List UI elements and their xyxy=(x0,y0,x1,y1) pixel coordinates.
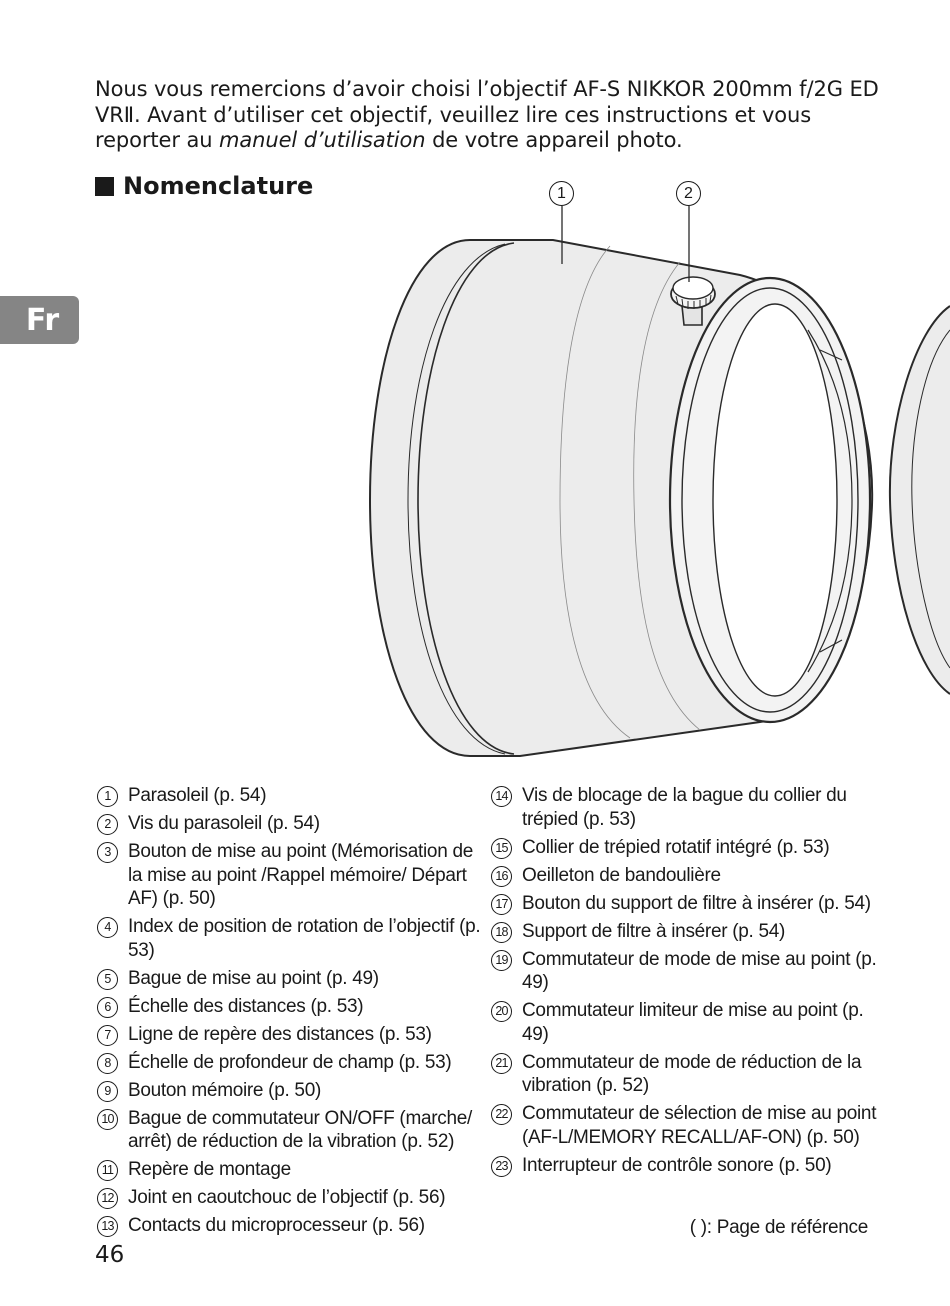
item-number: 16 xyxy=(491,866,512,887)
item-number: 3 xyxy=(97,842,118,863)
item-number: 23 xyxy=(491,1156,512,1177)
list-item xyxy=(97,995,482,1019)
intro-manual-title: manuel d’utilisation xyxy=(219,128,426,152)
item-number: 14 xyxy=(491,786,512,807)
item-number: 12 xyxy=(97,1188,118,1209)
item-text: Repère de montage xyxy=(128,1159,291,1180)
item-number: 20 xyxy=(491,1001,512,1022)
list-item xyxy=(491,836,886,860)
list-item xyxy=(491,1102,886,1149)
item-text: Bouton mémoire (p. 50) xyxy=(128,1079,321,1101)
item-number: 7 xyxy=(97,1025,118,1046)
page-number: 46 xyxy=(95,1242,125,1268)
item-text: Index de position de rotation de l’objectif (p. 53) xyxy=(128,916,481,961)
item-text: Bague de mise au point (p. 49) xyxy=(128,967,379,989)
parts-list-right xyxy=(491,784,886,1182)
callout-1: 1 xyxy=(549,181,574,206)
hood-inner-opening xyxy=(713,304,837,696)
list-item xyxy=(97,1214,482,1238)
list-item xyxy=(491,784,886,831)
section-title: Nomenclature xyxy=(123,172,314,200)
item-text: Contacts du microprocesseur (p. 56) xyxy=(128,1215,425,1236)
item-number: 6 xyxy=(97,997,118,1018)
list-item xyxy=(97,1079,482,1103)
intro-text-1: Nous vous remercions d’avoir choisi l’objectif AF-S NIKKOR 200mm f/2G ED VR xyxy=(95,77,879,127)
item-number: 8 xyxy=(97,1053,118,1074)
language-tab-label: Fr xyxy=(25,302,60,338)
item-text: Support de filtre à insérer (p. 54) xyxy=(522,920,786,942)
item-number: 22 xyxy=(491,1104,512,1125)
list-item xyxy=(97,1023,482,1047)
intro-text-3: de votre appareil photo. xyxy=(425,128,683,152)
item-number: 5 xyxy=(97,969,118,990)
item-text: Commutateur de sélection de mise au point (AF-L/MEMORY RECALL/AF-ON) (p. 50) xyxy=(522,1103,877,1148)
item-text: Collier de trépied rotatif intégré (p. 53) xyxy=(522,836,830,858)
item-text: Commutateur de mode de mise au point (p. 49) xyxy=(522,948,877,993)
callout-2: 2 xyxy=(676,181,701,206)
item-text: Bouton du support de filtre à insérer (p. 54) xyxy=(522,892,871,914)
item-number: 13 xyxy=(97,1216,118,1237)
reference-note: ( ): Page de référence xyxy=(689,1217,868,1238)
intro-text-2: . Avant d’utiliser cet objectif, veuillez lire ces instructions et vous reporter au xyxy=(95,102,812,152)
item-text: Joint en caoutchouc de l’objectif (p. 56) xyxy=(128,1187,446,1208)
list-item xyxy=(491,948,886,995)
item-number: 10 xyxy=(97,1109,118,1130)
list-item xyxy=(491,1051,886,1098)
item-text: Vis de blocage de la bague du collier du trépied (p. 53) xyxy=(522,785,847,830)
list-item xyxy=(491,920,886,944)
list-item xyxy=(97,1158,482,1182)
item-text: Bague de commutateur ON/OFF (marche/ arrêt) de réduction de la vibration (p. 52) xyxy=(128,1107,472,1152)
item-number: 4 xyxy=(97,917,118,938)
item-text: Ligne de repère des distances (p. 53) xyxy=(128,1023,432,1045)
list-item xyxy=(97,967,482,991)
list-item xyxy=(97,1186,482,1210)
list-item xyxy=(97,915,482,962)
item-number: 11 xyxy=(97,1160,118,1181)
list-item xyxy=(97,1051,482,1075)
item-text: Échelle des distances (p. 53) xyxy=(128,995,364,1017)
item-text: Parasoleil (p. 54) xyxy=(128,785,267,806)
list-item xyxy=(491,892,886,916)
item-text: Échelle de profondeur de champ (p. 53) xyxy=(128,1051,452,1073)
item-number: 15 xyxy=(491,838,512,859)
list-item xyxy=(97,784,482,808)
list-item xyxy=(491,864,886,888)
item-number: 9 xyxy=(97,1081,118,1102)
intro-roman-numeral: Ⅱ xyxy=(123,102,135,127)
item-number: 21 xyxy=(491,1053,512,1074)
list-item xyxy=(97,1107,482,1154)
list-item xyxy=(97,840,482,911)
item-number: 19 xyxy=(491,950,512,971)
list-item xyxy=(97,812,482,836)
list-item xyxy=(491,999,886,1046)
lens-body-edge xyxy=(890,306,950,694)
list-item xyxy=(491,1154,886,1178)
item-text: Bouton de mise au point (Mémorisation de la mise au point /Rappel mémoire/ Départ AF) (p. 50) xyxy=(128,841,473,909)
item-text: Interrupteur de contrôle sonore (p. 50) xyxy=(522,1154,832,1176)
item-number: 1 xyxy=(97,786,118,807)
item-text: Vis du parasoleil (p. 54) xyxy=(128,813,320,834)
item-text: Commutateur de mode de réduction de la vibration (p. 52) xyxy=(522,1051,862,1096)
item-text: Oeilleton de bandoulière xyxy=(522,864,721,886)
item-text: Commutateur limiteur de mise au point (p. 49) xyxy=(522,1000,864,1045)
item-number: 17 xyxy=(491,894,512,915)
item-number: 2 xyxy=(97,814,118,835)
item-number: 18 xyxy=(491,922,512,943)
parts-list-left xyxy=(97,784,482,1242)
